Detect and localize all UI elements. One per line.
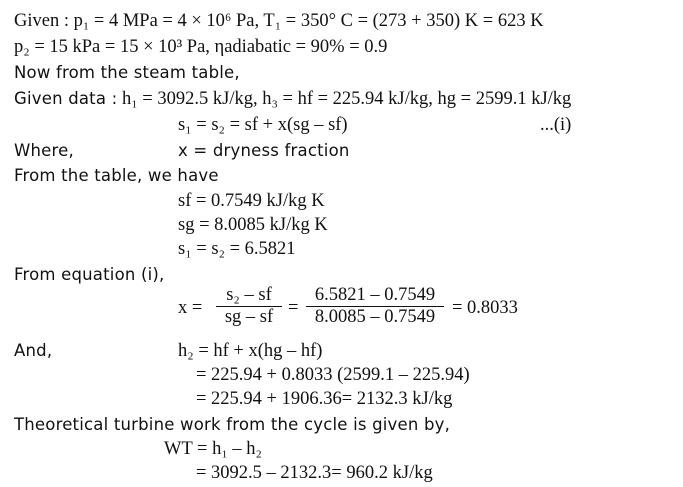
turbine-work-line: Theoretical turbine work from the cycle is given by, <box>14 415 451 434</box>
fraction-numeric-numerator: 6.5821 – 0.7549 <box>314 285 436 305</box>
given-line-2: p₂ = 15 kPa = 15 × 10³ Pa, ηadiabatic = 90% = 0.9 <box>14 37 388 57</box>
fraction-numeric-denominator: 8.0085 – 0.7549 <box>314 307 436 327</box>
and-label: And, <box>14 341 53 360</box>
from-table-line: From the table, we have <box>14 166 219 185</box>
wt-result: = 3092.5 – 2132.3= 960.2 kJ/kg <box>196 463 433 483</box>
fraction-numeric <box>306 286 444 327</box>
sf-value: sf = 0.7549 kJ/kg K <box>178 191 325 211</box>
given-data-label: Given data : <box>14 89 118 108</box>
sg-value: sg = 8.0085 kJ/kg K <box>178 215 328 235</box>
wt-equation: WT = h₁ – h₂ <box>164 439 263 459</box>
h2-substitution: = 225.94 + 0.8033 (2599.1 – 225.94) <box>196 365 470 385</box>
fraction-equals: = <box>288 298 299 318</box>
where-label: Where, <box>14 141 74 160</box>
from-equation-line: From equation (i), <box>14 265 165 284</box>
given-data-line <box>14 88 571 110</box>
fraction-symbolic <box>216 286 282 327</box>
equation-tag: ...(i) <box>540 115 572 135</box>
h2-result: = 225.94 + 1906.36= 2132.3 kJ/kg <box>196 389 453 409</box>
given-data-values: h₁ = 3092.5 kJ/kg, h₃ = hf = 225.94 kJ/kg, hg = 2599.1 kJ/kg <box>121 89 572 109</box>
given-line-1: Given : p₁ = 4 MPa = 4 × 10⁶ Pa, T₁ = 350° C = (273 + 350) K = 623 K <box>14 11 544 31</box>
dryness-definition: x = dryness fraction <box>178 141 350 160</box>
dryness-result: = 0.8033 <box>452 298 518 318</box>
steam-table-line: Now from the steam table, <box>14 63 240 82</box>
s1-s2-value: s₁ = s₂ = 6.5821 <box>178 239 296 259</box>
fraction-symbolic-numerator: s₂ – sf <box>226 285 272 305</box>
x-equals: x = <box>178 298 203 318</box>
h2-equation: h₂ = hf + x(hg – hf) <box>178 341 323 361</box>
entropy-equation: s₁ = s₂ = sf + x(sg – sf) <box>178 115 348 135</box>
fraction-symbolic-denominator: sg – sf <box>224 307 274 327</box>
